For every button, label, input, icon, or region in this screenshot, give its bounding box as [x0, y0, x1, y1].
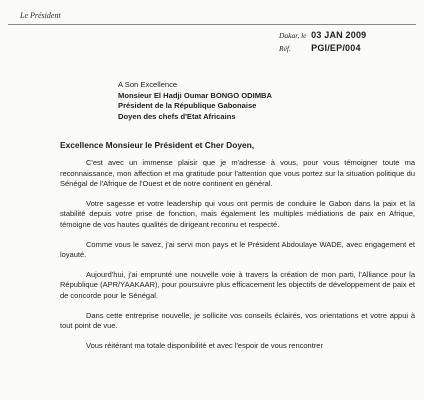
paragraph-1: C'est avec un immense plaisir que je m'adresse à vous, pour vous témoigner toute ma reconnaissance, mon affection et ma gratitude pour l'attention que vous portez sur la situation politique du Sénégal de l'Afrique de l'Ouest et de notre continent en général.: [60, 158, 415, 189]
addressee-block: [118, 80, 272, 123]
date-stamp: 03 JAN 2009: [311, 30, 367, 40]
paragraph-2: Votre sagesse et votre leadership qui vous ont permis de conduire le Gabon dans la paix et la stabilité depuis votre prise de fonction, mais également les multiples médiations de paix en Afrique, témoigne de vos hautes qualités de dirigeant reconnu et respecté.: [60, 198, 415, 229]
sender-title: Le Président: [20, 11, 61, 20]
addressee-line-1: A Son Excellence: [118, 80, 178, 89]
date-label: Dakar, le: [279, 31, 307, 40]
reference-row: [279, 42, 366, 55]
dateline: [279, 29, 366, 55]
paragraph-5: Dans cette entreprise nouvelle, je sollicite vos conseils éclairés, vos orientations et votre appui à tout point de vue.: [60, 310, 415, 331]
paragraph-6: Vous réitérant ma totale disponibilité et avec l'espoir de vous rencontrer: [86, 340, 323, 350]
addressee-line-2: Monsieur El Hadji Oumar BONGO ODIMBA: [118, 90, 272, 100]
paragraph-4: Aujourd'hui, j'ai emprunté une nouvelle voie à travers la création de mon parti, l'Alliance pour la République (APR/YAAKAAR), pour poursuivre plus efficacement les objectifs de développement de paix et de concorde pour le Sénégal.: [60, 269, 415, 300]
addressee-line-3: Président de la République Gabonaise: [118, 101, 257, 111]
reference-label: Réf.: [279, 44, 291, 53]
header-divider: [8, 24, 416, 25]
salutation: Excellence Monsieur le Président et Cher Doyen,: [60, 140, 255, 150]
reference-number: PGI/EP/004: [311, 43, 361, 53]
date-row: [279, 29, 366, 42]
paragraph-3: Comme vous le savez, j'ai servi mon pays et le Président Abdoulaye WADE, avec engagement et loyauté.: [60, 239, 415, 260]
addressee-line-4: Doyen des chefs d'Etat Africains: [118, 112, 236, 122]
letter-body: [60, 158, 415, 360]
